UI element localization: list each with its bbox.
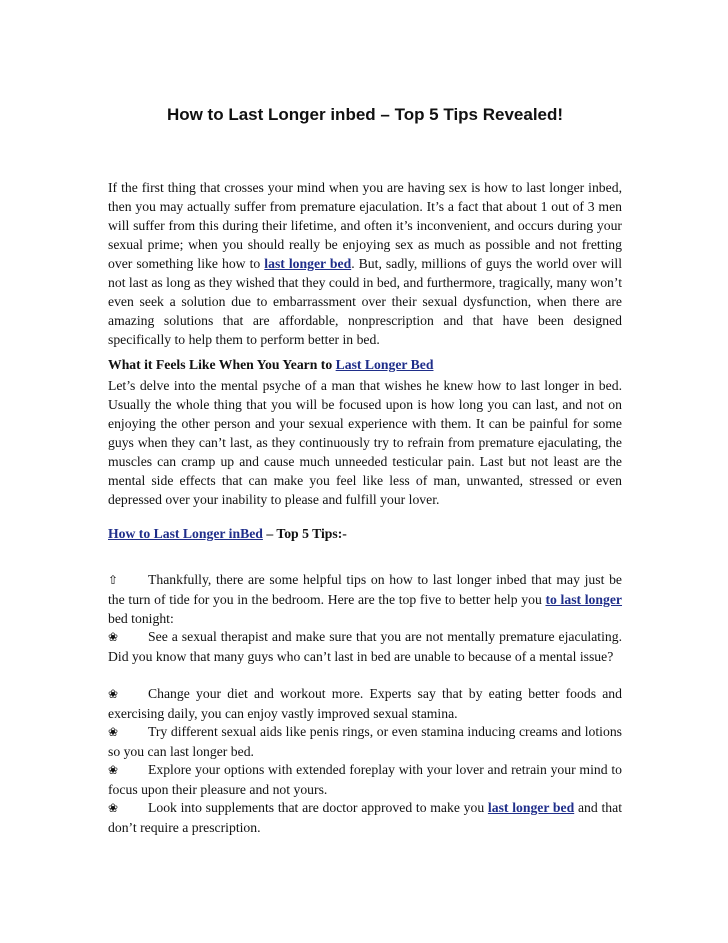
arrow-up-icon: ⇧ [108,573,119,587]
tip-item [108,627,622,666]
tip-item [108,684,622,723]
intro-paragraph [108,178,622,349]
flower-bullet-icon: ❀ [108,725,119,739]
flower-bullet-icon: ❀ [108,630,119,644]
intro-text-1: If the first thing that crosses your mind when you are having sex is how to last longer inbed, then you may actually suffer from premature ejaculation. It’s a fact that about 1 out of 3 men will suffer from this during their lifetime, and often it’s inconvenient, and occurs during your sexual prime; when you should really be enjoying sex as much as possible and not fretting over something like how to [108,180,622,271]
how-to-last-longer-link[interactable]: How to Last Longer inBed [108,526,263,541]
last-longer-bed-link[interactable]: last longer bed [487,800,575,815]
feels-paragraph: Let’s delve into the mental psyche of a man that wishes he knew how to last longer in bed. Usually the whole thing that you will be focused upon is how long you can last, and not on enjoying the other person and your sexual experience with them. It can be painful for some guys when they can’t last, as they continuously try to refrain from premature ejaculating, the muscles can cramp up and cause much unneeded testicular pain. Last but not least are the mental side effects that can make you feel like less of man, unwanted, stressed or even depressed over your inability to please and fulfill your lover. [108,378,622,507]
tip-text: Change your diet and workout more. Experts say that by eating better foods and exercising daily, you can enjoy vastly improved sexual stamina. [108,686,622,721]
tips-intro-paragraph [108,570,622,628]
section-heading-tips [108,524,622,543]
tip-text-2: and that don’t require a prescription. [108,800,622,835]
to-last-longer-link[interactable]: to last longer [545,592,623,607]
tip-text-1: Look into supplements that are doctor approved to make you [148,800,488,815]
tip-item [108,798,622,837]
flower-bullet-icon: ❀ [108,763,119,777]
tip-text: See a sexual therapist and make sure that you are not mentally premature ejaculating. Did you know that many guys who can’t last in bed are unable to because of a mental issue? [108,629,622,664]
heading-text: What it Feels Like When You Yearn to [108,357,336,372]
intro-text-2: . But, sadly, millions of guys the world over will not last as long as they wished that they could in bed, and furthermore, tragically, many won’t even seek a solution due to embarrassment over their sexual dysfunction, when there are amazing solutions that are affordable, nonprescription and that have been designed specifically to help them to perform better in bed. [108,256,623,347]
last-longer-bed-heading-link[interactable]: Last Longer Bed [335,357,434,372]
lead-text-1: Thankfully, there are some helpful tips on how to last longer inbed that may just be the turn of tide for you in the bedroom. Here are the top five to better help you [108,572,622,607]
tip-text: Try different sexual aids like penis rings, or even stamina inducing creams and lotions so you can last longer bed. [108,724,622,759]
flower-bullet-icon: ❀ [108,687,119,701]
lead-text-2: bed tonight: [108,611,174,626]
flower-bullet-icon: ❀ [108,801,119,815]
tip-text: Explore your options with extended foreplay with your lover and retrain your mind to focus upon their pleasure and not yours. [108,762,622,797]
tip-item [108,722,622,761]
last-longer-bed-link[interactable]: last longer bed [264,256,352,271]
page-title: How to Last Longer inbed – Top 5 Tips Revealed! [166,105,564,124]
heading-text: – Top 5 Tips:- [262,526,347,541]
tip-item [108,760,622,799]
section-heading-feels [108,355,622,374]
